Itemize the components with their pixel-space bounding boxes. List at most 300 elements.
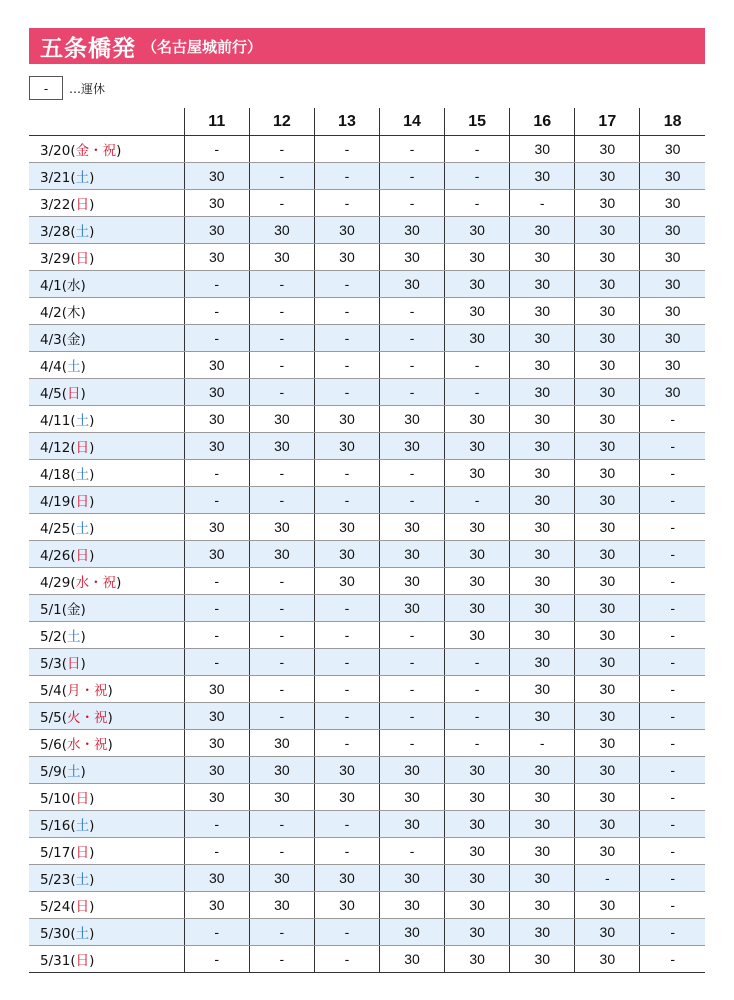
date-text: 4/25 [40, 521, 71, 537]
day-of-week: 水・祝 [67, 737, 108, 753]
minute-cell: - [314, 730, 379, 757]
header-row [29, 108, 705, 136]
minute-cell: - [314, 136, 379, 163]
minute-cell: 30 [184, 406, 249, 433]
date-cell [29, 298, 184, 325]
minute-cell: - [380, 460, 445, 487]
day-of-week: 日 [75, 899, 90, 915]
date-cell [29, 163, 184, 190]
date-cell [29, 433, 184, 460]
minute-cell: - [640, 514, 705, 541]
minute-cell: 30 [575, 244, 640, 271]
timetable [29, 108, 705, 973]
minute-cell: 30 [184, 865, 249, 892]
minute-cell: 30 [184, 730, 249, 757]
minute-cell: 30 [510, 487, 575, 514]
minute-cell: - [510, 190, 575, 217]
date-cell [29, 757, 184, 784]
minute-cell: - [640, 784, 705, 811]
minute-cell: - [314, 811, 379, 838]
minute-cell: - [445, 703, 510, 730]
date-cell [29, 676, 184, 703]
table-row [29, 919, 705, 946]
minute-cell: 30 [445, 325, 510, 352]
minute-cell: - [640, 757, 705, 784]
minute-cell: - [640, 838, 705, 865]
date-text: 4/2 [40, 305, 62, 321]
minute-cell: 30 [575, 487, 640, 514]
paren-close: ) [89, 521, 95, 537]
minute-cell: 30 [380, 946, 445, 973]
day-of-week: 日 [75, 251, 90, 267]
date-text: 5/24 [40, 899, 71, 915]
table-row [29, 379, 705, 406]
minute-cell: 30 [445, 892, 510, 919]
hour-header: 18 [640, 108, 705, 136]
date-text: 5/1 [40, 602, 62, 618]
minute-cell: - [640, 946, 705, 973]
minute-cell: 30 [184, 757, 249, 784]
minute-cell: 30 [445, 514, 510, 541]
date-cell [29, 865, 184, 892]
table-row [29, 676, 705, 703]
day-of-week: 水 [67, 278, 81, 294]
minute-cell: - [640, 730, 705, 757]
hour-header: 17 [575, 108, 640, 136]
minute-cell: 30 [575, 946, 640, 973]
paren-open: ( [70, 953, 76, 969]
date-text: 5/3 [40, 656, 62, 672]
minute-cell: - [640, 595, 705, 622]
minute-cell: 30 [575, 919, 640, 946]
minute-cell: 30 [249, 730, 314, 757]
minute-cell: 30 [314, 757, 379, 784]
minute-cell: - [184, 919, 249, 946]
page-subtitle: （名古屋城前行） [142, 37, 263, 56]
minute-cell: 30 [445, 406, 510, 433]
minute-cell: 30 [380, 514, 445, 541]
minute-cell: 30 [445, 271, 510, 298]
minute-cell: 30 [640, 379, 705, 406]
date-cell [29, 892, 184, 919]
paren-open: ( [61, 764, 68, 780]
day-of-week: 日 [75, 845, 90, 861]
minute-cell: 30 [575, 730, 640, 757]
date-text: 3/21 [40, 170, 71, 186]
minute-cell: - [314, 595, 379, 622]
minute-cell: 30 [575, 892, 640, 919]
minute-cell: 30 [575, 460, 640, 487]
minute-cell: 30 [380, 271, 445, 298]
minute-cell: 30 [640, 271, 705, 298]
minute-cell: 30 [640, 136, 705, 163]
minute-cell: 30 [184, 541, 249, 568]
minute-cell: - [445, 676, 510, 703]
minute-cell: 30 [510, 811, 575, 838]
minute-cell: 30 [445, 460, 510, 487]
minute-cell: 30 [640, 325, 705, 352]
paren-close: ) [80, 602, 86, 618]
minute-cell: - [640, 406, 705, 433]
day-of-week: 木 [67, 305, 81, 321]
date-cell [29, 514, 184, 541]
minute-cell: - [184, 136, 249, 163]
minute-cell: - [249, 676, 314, 703]
minute-cell: - [380, 676, 445, 703]
legend-symbol: - [29, 76, 63, 100]
minute-cell: 30 [575, 514, 640, 541]
paren-close: ) [89, 548, 95, 564]
minute-cell: 30 [575, 217, 640, 244]
minute-cell: - [380, 190, 445, 217]
date-text: 4/3 [40, 332, 62, 348]
date-text: 4/1 [40, 278, 62, 294]
paren-close: ) [80, 656, 86, 672]
minute-cell: 30 [575, 298, 640, 325]
table-row [29, 163, 705, 190]
day-of-week: 土 [75, 872, 90, 888]
paren-open: ( [70, 818, 76, 834]
minute-cell: - [314, 379, 379, 406]
date-text: 4/19 [40, 494, 71, 510]
date-text: 3/29 [40, 251, 71, 267]
minute-cell: 30 [575, 406, 640, 433]
minute-cell: 30 [314, 514, 379, 541]
paren-close: ) [89, 413, 95, 429]
date-cell [29, 541, 184, 568]
minute-cell: - [314, 352, 379, 379]
paren-close: ) [80, 332, 86, 348]
date-text: 4/5 [40, 386, 62, 402]
minute-cell: 30 [575, 568, 640, 595]
minute-cell: 30 [510, 622, 575, 649]
minute-cell: 30 [184, 244, 249, 271]
minute-cell: - [184, 838, 249, 865]
minute-cell: 30 [510, 676, 575, 703]
minute-cell: - [314, 190, 379, 217]
paren-open: ( [70, 224, 76, 240]
minute-cell: 30 [575, 703, 640, 730]
date-text: 3/20 [40, 143, 71, 159]
table-row [29, 784, 705, 811]
table-row [29, 514, 705, 541]
date-text: 5/2 [40, 629, 62, 645]
paren-open: ( [70, 872, 76, 888]
minute-cell: - [184, 946, 249, 973]
day-of-week: 土 [75, 467, 90, 483]
minute-cell: 30 [314, 217, 379, 244]
minute-cell: - [445, 730, 510, 757]
minute-cell: - [249, 838, 314, 865]
timetable-body [29, 136, 705, 973]
minute-cell: - [380, 838, 445, 865]
table-row [29, 190, 705, 217]
table-row [29, 244, 705, 271]
date-cell [29, 460, 184, 487]
date-cell [29, 217, 184, 244]
minute-cell: 30 [510, 757, 575, 784]
date-text: 4/18 [40, 467, 71, 483]
minute-cell: - [510, 730, 575, 757]
minute-cell: 30 [510, 892, 575, 919]
minute-cell: - [640, 811, 705, 838]
minute-cell: 30 [575, 622, 640, 649]
hour-header: 12 [249, 108, 314, 136]
paren-open: ( [61, 656, 68, 672]
minute-cell: 30 [445, 757, 510, 784]
day-of-week: 土 [75, 521, 90, 537]
minute-cell: 30 [249, 217, 314, 244]
minute-cell: - [249, 298, 314, 325]
paren-open: ( [70, 791, 76, 807]
minute-cell: - [445, 487, 510, 514]
page-title-bar [29, 28, 705, 64]
day-of-week: 金・祝 [75, 143, 117, 159]
minute-cell: 30 [445, 865, 510, 892]
minute-cell: - [380, 622, 445, 649]
minute-cell: 30 [380, 757, 445, 784]
minute-cell: 30 [510, 838, 575, 865]
minute-cell: 30 [380, 784, 445, 811]
date-cell [29, 190, 184, 217]
day-of-week: 金 [67, 332, 81, 348]
paren-open: ( [61, 602, 68, 618]
date-cell [29, 649, 184, 676]
date-cell [29, 379, 184, 406]
minute-cell: 30 [249, 514, 314, 541]
minute-cell: - [184, 298, 249, 325]
date-text: 5/31 [40, 953, 71, 969]
minute-cell: 30 [314, 892, 379, 919]
paren-close: ) [116, 143, 122, 159]
minute-cell: 30 [510, 784, 575, 811]
minute-cell: - [640, 487, 705, 514]
minute-cell: 30 [249, 892, 314, 919]
date-text: 4/12 [40, 440, 71, 456]
minute-cell: - [380, 352, 445, 379]
date-cell [29, 595, 184, 622]
day-of-week: 土 [75, 413, 90, 429]
minute-cell: - [640, 541, 705, 568]
minute-cell: - [640, 460, 705, 487]
minute-cell: - [184, 325, 249, 352]
minute-cell: 30 [640, 190, 705, 217]
minute-cell: 30 [575, 271, 640, 298]
minute-cell: - [314, 487, 379, 514]
minute-cell: - [640, 568, 705, 595]
date-text: 3/28 [40, 224, 71, 240]
paren-open: ( [70, 548, 76, 564]
paren-open: ( [70, 845, 76, 861]
paren-open: ( [61, 683, 68, 699]
date-text: 5/16 [40, 818, 71, 834]
day-of-week: 土 [75, 818, 90, 834]
minute-cell: 30 [249, 541, 314, 568]
paren-close: ) [89, 872, 95, 888]
minute-cell: 30 [510, 595, 575, 622]
paren-close: ) [89, 926, 95, 942]
date-cell [29, 946, 184, 973]
paren-open: ( [61, 710, 68, 726]
minute-cell: - [640, 892, 705, 919]
minute-cell: 30 [510, 244, 575, 271]
minute-cell: - [184, 649, 249, 676]
minute-cell: - [314, 271, 379, 298]
date-cell [29, 703, 184, 730]
minute-cell: 30 [510, 568, 575, 595]
minute-cell: 30 [380, 595, 445, 622]
minute-cell: - [249, 136, 314, 163]
minute-cell: - [249, 568, 314, 595]
minute-cell: 30 [575, 325, 640, 352]
minute-cell: 30 [314, 784, 379, 811]
minute-cell: - [640, 433, 705, 460]
minute-cell: 30 [575, 541, 640, 568]
paren-open: ( [61, 332, 68, 348]
minute-cell: 30 [314, 406, 379, 433]
paren-close: ) [80, 386, 86, 402]
minute-cell: - [249, 190, 314, 217]
minute-cell: - [380, 649, 445, 676]
minute-cell: - [249, 460, 314, 487]
day-of-week: 土 [67, 359, 81, 375]
page-title: 五条橋発 [40, 35, 136, 62]
minute-cell: - [640, 919, 705, 946]
minute-cell: - [445, 649, 510, 676]
minute-cell: 30 [575, 379, 640, 406]
paren-open: ( [61, 359, 68, 375]
date-text: 5/10 [40, 791, 71, 807]
hour-header: 16 [510, 108, 575, 136]
minute-cell: 30 [314, 568, 379, 595]
minute-cell: - [380, 379, 445, 406]
minute-cell: 30 [575, 352, 640, 379]
paren-close: ) [80, 305, 86, 321]
table-row [29, 487, 705, 514]
paren-close: ) [80, 764, 86, 780]
minute-cell: - [314, 919, 379, 946]
minute-cell: 30 [575, 676, 640, 703]
minute-cell: - [184, 811, 249, 838]
minute-cell: - [314, 298, 379, 325]
paren-open: ( [70, 251, 76, 267]
minute-cell: - [314, 325, 379, 352]
minute-cell: - [249, 487, 314, 514]
legend [29, 75, 105, 101]
paren-close: ) [89, 170, 95, 186]
minute-cell: 30 [380, 865, 445, 892]
paren-close: ) [80, 278, 86, 294]
paren-close: ) [89, 251, 95, 267]
minute-cell: - [184, 460, 249, 487]
table-row [29, 730, 705, 757]
minute-cell: 30 [445, 946, 510, 973]
minute-cell: - [184, 595, 249, 622]
minute-cell: - [380, 325, 445, 352]
paren-open: ( [70, 494, 76, 510]
day-of-week: 日 [75, 791, 90, 807]
minute-cell: 30 [249, 406, 314, 433]
date-cell [29, 406, 184, 433]
table-row [29, 622, 705, 649]
table-row [29, 838, 705, 865]
date-text: 4/11 [40, 413, 71, 429]
day-of-week: 土 [75, 224, 90, 240]
minute-cell: 30 [575, 649, 640, 676]
minute-cell: - [314, 838, 379, 865]
minute-cell: 30 [640, 163, 705, 190]
minute-cell: 30 [510, 541, 575, 568]
minute-cell: 30 [184, 190, 249, 217]
minute-cell: 30 [314, 541, 379, 568]
table-row [29, 406, 705, 433]
minute-cell: 30 [380, 406, 445, 433]
minute-cell: 30 [510, 433, 575, 460]
table-row [29, 595, 705, 622]
minute-cell: - [640, 649, 705, 676]
minute-cell: 30 [575, 838, 640, 865]
minute-cell: - [380, 136, 445, 163]
table-row [29, 541, 705, 568]
table-row [29, 703, 705, 730]
date-text: 4/4 [40, 359, 62, 375]
minute-cell: 30 [445, 568, 510, 595]
table-row [29, 352, 705, 379]
date-text: 4/29 [40, 575, 71, 591]
minute-cell: 30 [445, 838, 510, 865]
minute-cell: - [314, 163, 379, 190]
minute-cell: 30 [510, 136, 575, 163]
minute-cell: - [380, 163, 445, 190]
minute-cell: 30 [510, 946, 575, 973]
minute-cell: - [249, 811, 314, 838]
minute-cell: 30 [445, 298, 510, 325]
date-cell [29, 811, 184, 838]
minute-cell: 30 [380, 919, 445, 946]
table-row [29, 217, 705, 244]
minute-cell: - [184, 271, 249, 298]
paren-open: ( [61, 278, 68, 294]
paren-close: ) [89, 440, 95, 456]
day-of-week: 土 [75, 926, 90, 942]
minute-cell: 30 [510, 919, 575, 946]
date-text: 5/5 [40, 710, 62, 726]
table-row [29, 757, 705, 784]
minute-cell: 30 [184, 352, 249, 379]
minute-cell: - [184, 487, 249, 514]
paren-close: ) [89, 818, 95, 834]
table-row [29, 892, 705, 919]
minute-cell: 30 [184, 379, 249, 406]
day-of-week: 日 [75, 197, 90, 213]
minute-cell: 30 [510, 163, 575, 190]
hour-header: 15 [445, 108, 510, 136]
minute-cell: 30 [640, 352, 705, 379]
date-cell [29, 919, 184, 946]
day-of-week: 日 [67, 656, 81, 672]
minute-cell: - [380, 487, 445, 514]
day-of-week: 土 [67, 764, 81, 780]
paren-open: ( [70, 521, 76, 537]
paren-close: ) [116, 575, 122, 591]
date-text: 4/26 [40, 548, 71, 564]
minute-cell: 30 [575, 811, 640, 838]
minute-cell: 30 [640, 244, 705, 271]
minute-cell: - [249, 352, 314, 379]
paren-open: ( [61, 305, 68, 321]
minute-cell: 30 [314, 244, 379, 271]
date-text: 5/23 [40, 872, 71, 888]
